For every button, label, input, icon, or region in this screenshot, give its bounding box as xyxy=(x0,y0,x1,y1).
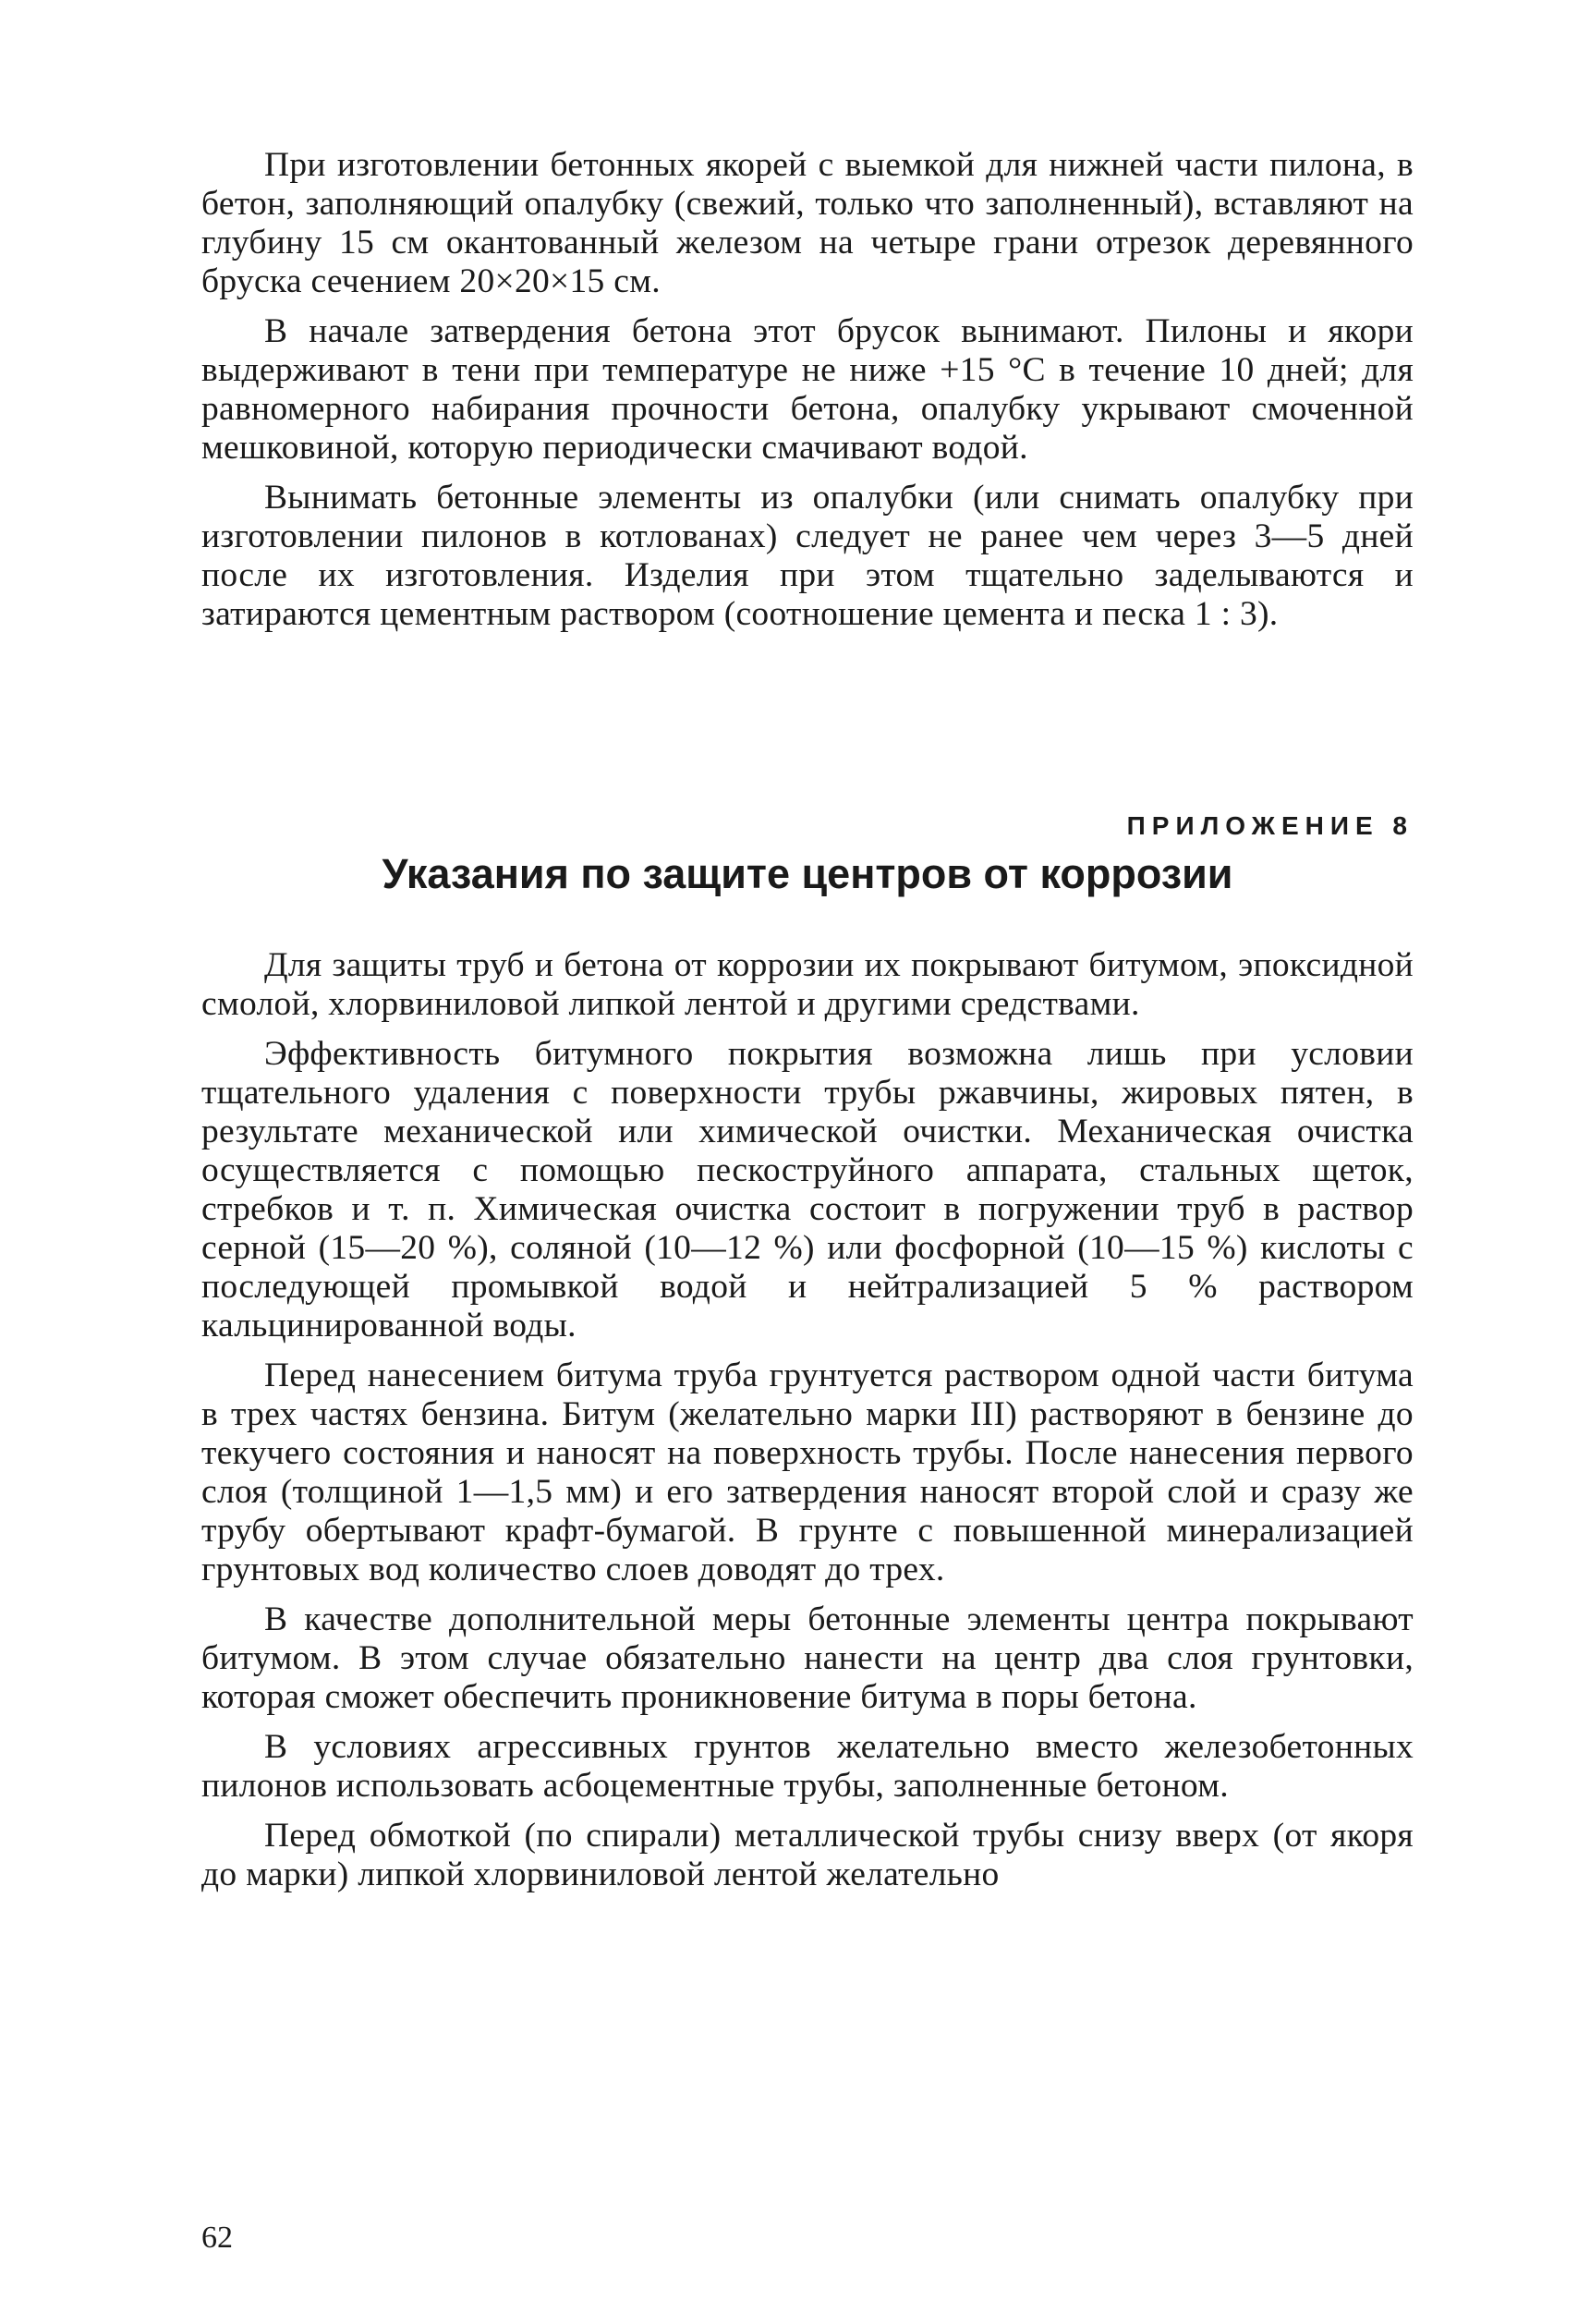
bottom-text-block xyxy=(201,946,1414,1894)
paragraph: При изготовлении бетонных якорей с выемкой для нижней части пилона, в бетон, заполняющий опалубку (свежий, только что заполненный), вставляют на глубину 15 см окантованный железом на четыре грани отрезок деревянного бруска сечением 20×20×15 см. xyxy=(201,146,1414,300)
appendix-label: ПРИЛОЖЕНИЕ 8 xyxy=(1126,811,1414,840)
paragraph: Для защиты труб и бетона от коррозии их покрывают битумом, эпоксидной смолой, хлорвиниловой липкой лентой и другими средствами. xyxy=(201,946,1414,1023)
top-text-block xyxy=(201,146,1414,634)
appendix-title: Указания по защите центров от коррозии xyxy=(382,850,1233,897)
paragraph: Эффективность битумного покрытия возможна лишь при условии тщательного удаления с поверхности трубы ржавчины, жировых пятен, в результате механической или химической очистки. Механическая очистка осуществляется с помощью пескоструйного аппарата, стальных щеток, стребков и т. п. Химическая очистка состоит в погружении труб в раствор серной (15—20 %), соляной (10—12 %) или фосфорной (10—15 %) кислоты с последующей промывкой водой и нейтрализацией 5 % раствором кальцинированной воды. xyxy=(201,1035,1414,1345)
paragraph: В качестве дополнительной меры бетонные элементы центра покрывают битумом. В этом случае обязательно нанести на центр два слоя грунтовки, которая сможет обеспечить проникновение битума в поры бетона. xyxy=(201,1600,1414,1716)
paragraph: В условиях агрессивных грунтов желательно вместо железобетонных пилонов использовать асбоцементные трубы, заполненные бетоном. xyxy=(201,1728,1414,1805)
paragraph: В начале затвердения бетона этот брусок вынимают. Пилоны и якори выдерживают в тени при температуре не ниже +15 °С в течение 10 дней; для равномерного набирания прочности бетона, опалубку укрывают смоченной мешковиной, которую периодически смачивают водой. xyxy=(201,312,1414,467)
page-number: 62 xyxy=(201,2221,233,2255)
paragraph: Вынимать бетонные элементы из опалубки (или снимать опалубку при изготовлении пилонов в котлованах) следует не ранее чем через 3—5 дней после их изготовления. Изделия при этом тщательно заделываются и затираются цементным раствором (соотношение цемента и песка 1 : 3). xyxy=(201,479,1414,633)
paragraph: Перед нанесением битума труба грунтуется раствором одной части битума в трех частях бензина. Битум (желательно марки III) растворяют в бензине до текучего состояния и наносят на поверхность трубы. После нанесения первого слоя (толщиной 1—1,5 мм) и его затвердения наносят второй слой и сразу же трубу обертывают крафт-бумагой. В грунте с повышенной минерализацией грунтовых вод количество слоев доводят до трех. xyxy=(201,1357,1414,1588)
paragraph: Перед обмоткой (по спирали) металлической трубы снизу вверх (от якоря до марки) липкой хлорвиниловой лентой желательно xyxy=(201,1817,1414,1893)
